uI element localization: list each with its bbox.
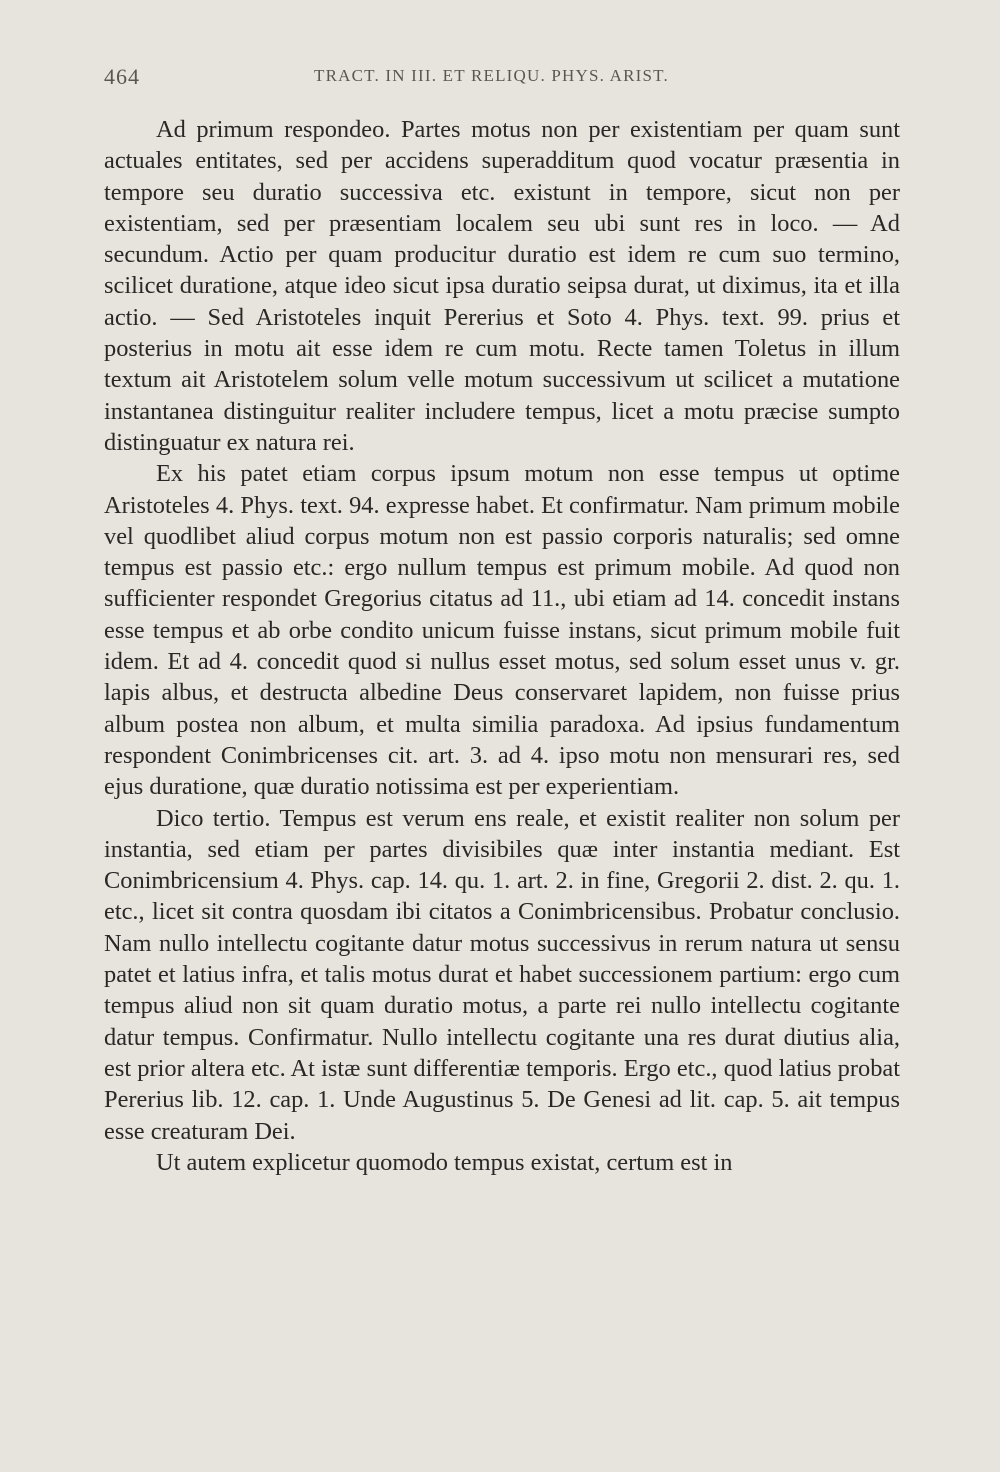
page-number: 464 bbox=[104, 64, 140, 89]
paragraph: Ex his patet etiam corpus ipsum motum non esse tempus ut optime Aristoteles 4. Phys. text. 94. expresse habet. Et confirmatur. Nam primum mobile vel quodlibet aliud corpus motum non est passio corporis naturalis; sed omne tempus est passio etc.: ergo nullum tempus est primum mobile. Ad quod non sufficienter respondet Gregorius citatus ad 11., ubi etiam ad 14. concedit instans esse tempus et ab orbe condito unicum fuisse instans, sicut primum mobile fuit idem. Et ad 4. concedit quod si nullus esset motus, sed solum esset unus v. gr. lapis albus, et destructa albedine Deus conservaret lapidem, non fuisse prius album postea non album, et multa similia paradoxa. Ad ipsius fundamentum respondent Conimbricenses cit. art. 3. ad 4. ipso motu non mensurari res, sed ejus duratione, quæ duratio notissima est per experientiam. bbox=[104, 460, 900, 801]
running-title: TRACT. IN III. ET RELIQU. PHYS. ARIST. bbox=[314, 66, 669, 85]
page-header bbox=[104, 64, 904, 92]
body-text bbox=[104, 114, 900, 1178]
paragraph: Ad primum respondeo. Partes motus non per existentiam per quam sunt actuales entitates, sed per accidens superadditum quod vocatur præsentia in tempore seu duratio successiva etc. existunt in tempore, sicut non per existentiam, sed per præsentiam localem seu ubi sunt res in loco. — Ad secundum. Actio per quam producitur duratio est idem re cum suo termino, scilicet duratione, atque ideo sicut ipsa duratio seipsa durat, ut diximus, ita et illa actio. — Sed Aristoteles inquit Pererius et Soto 4. Phys. text. 99. prius et posterius in motu ait esse idem re cum motu. Recte tamen Toletus in illum textum ait Aristotelem solum velle motum successivum ut scilicet a mutatione instantanea distinguitur realiter includere tempus, licet a motu præcise sumpto distinguatur ex natura rei. bbox=[104, 116, 900, 456]
paragraph: Dico tertio. Tempus est verum ens reale, et existit realiter non solum per instantia, sed etiam per partes divisibiles quæ inter instantia mediant. Est Conimbricensium 4. Phys. cap. 14. qu. 1. art. 2. in fine, Gregorii 2. dist. 2. qu. 1. etc., licet sit contra quosdam ibi citatos a Conimbricensibus. Probatur conclusio. Nam nullo intellectu cogitante datur motus successivus in rerum natura ut sensu patet et latius infra, et talis motus durat et habet successionem partium: ergo cum tempus aliud non sit quam duratio motus, a parte rei nullo intellectu cogitante datur tempus. Confirmatur. Nullo intellectu cogitante una res durat diutius alia, est prior altera etc. At istæ sunt differentiæ temporis. Ergo etc., quod latius probat Pererius lib. 12. cap. 1. Unde Augustinus 5. De Genesi ad lit. cap. 5. ait tempus esse creaturam Dei. bbox=[104, 804, 900, 1145]
paragraph: Ut autem explicetur quomodo tempus existat, certum est in bbox=[156, 1148, 733, 1176]
